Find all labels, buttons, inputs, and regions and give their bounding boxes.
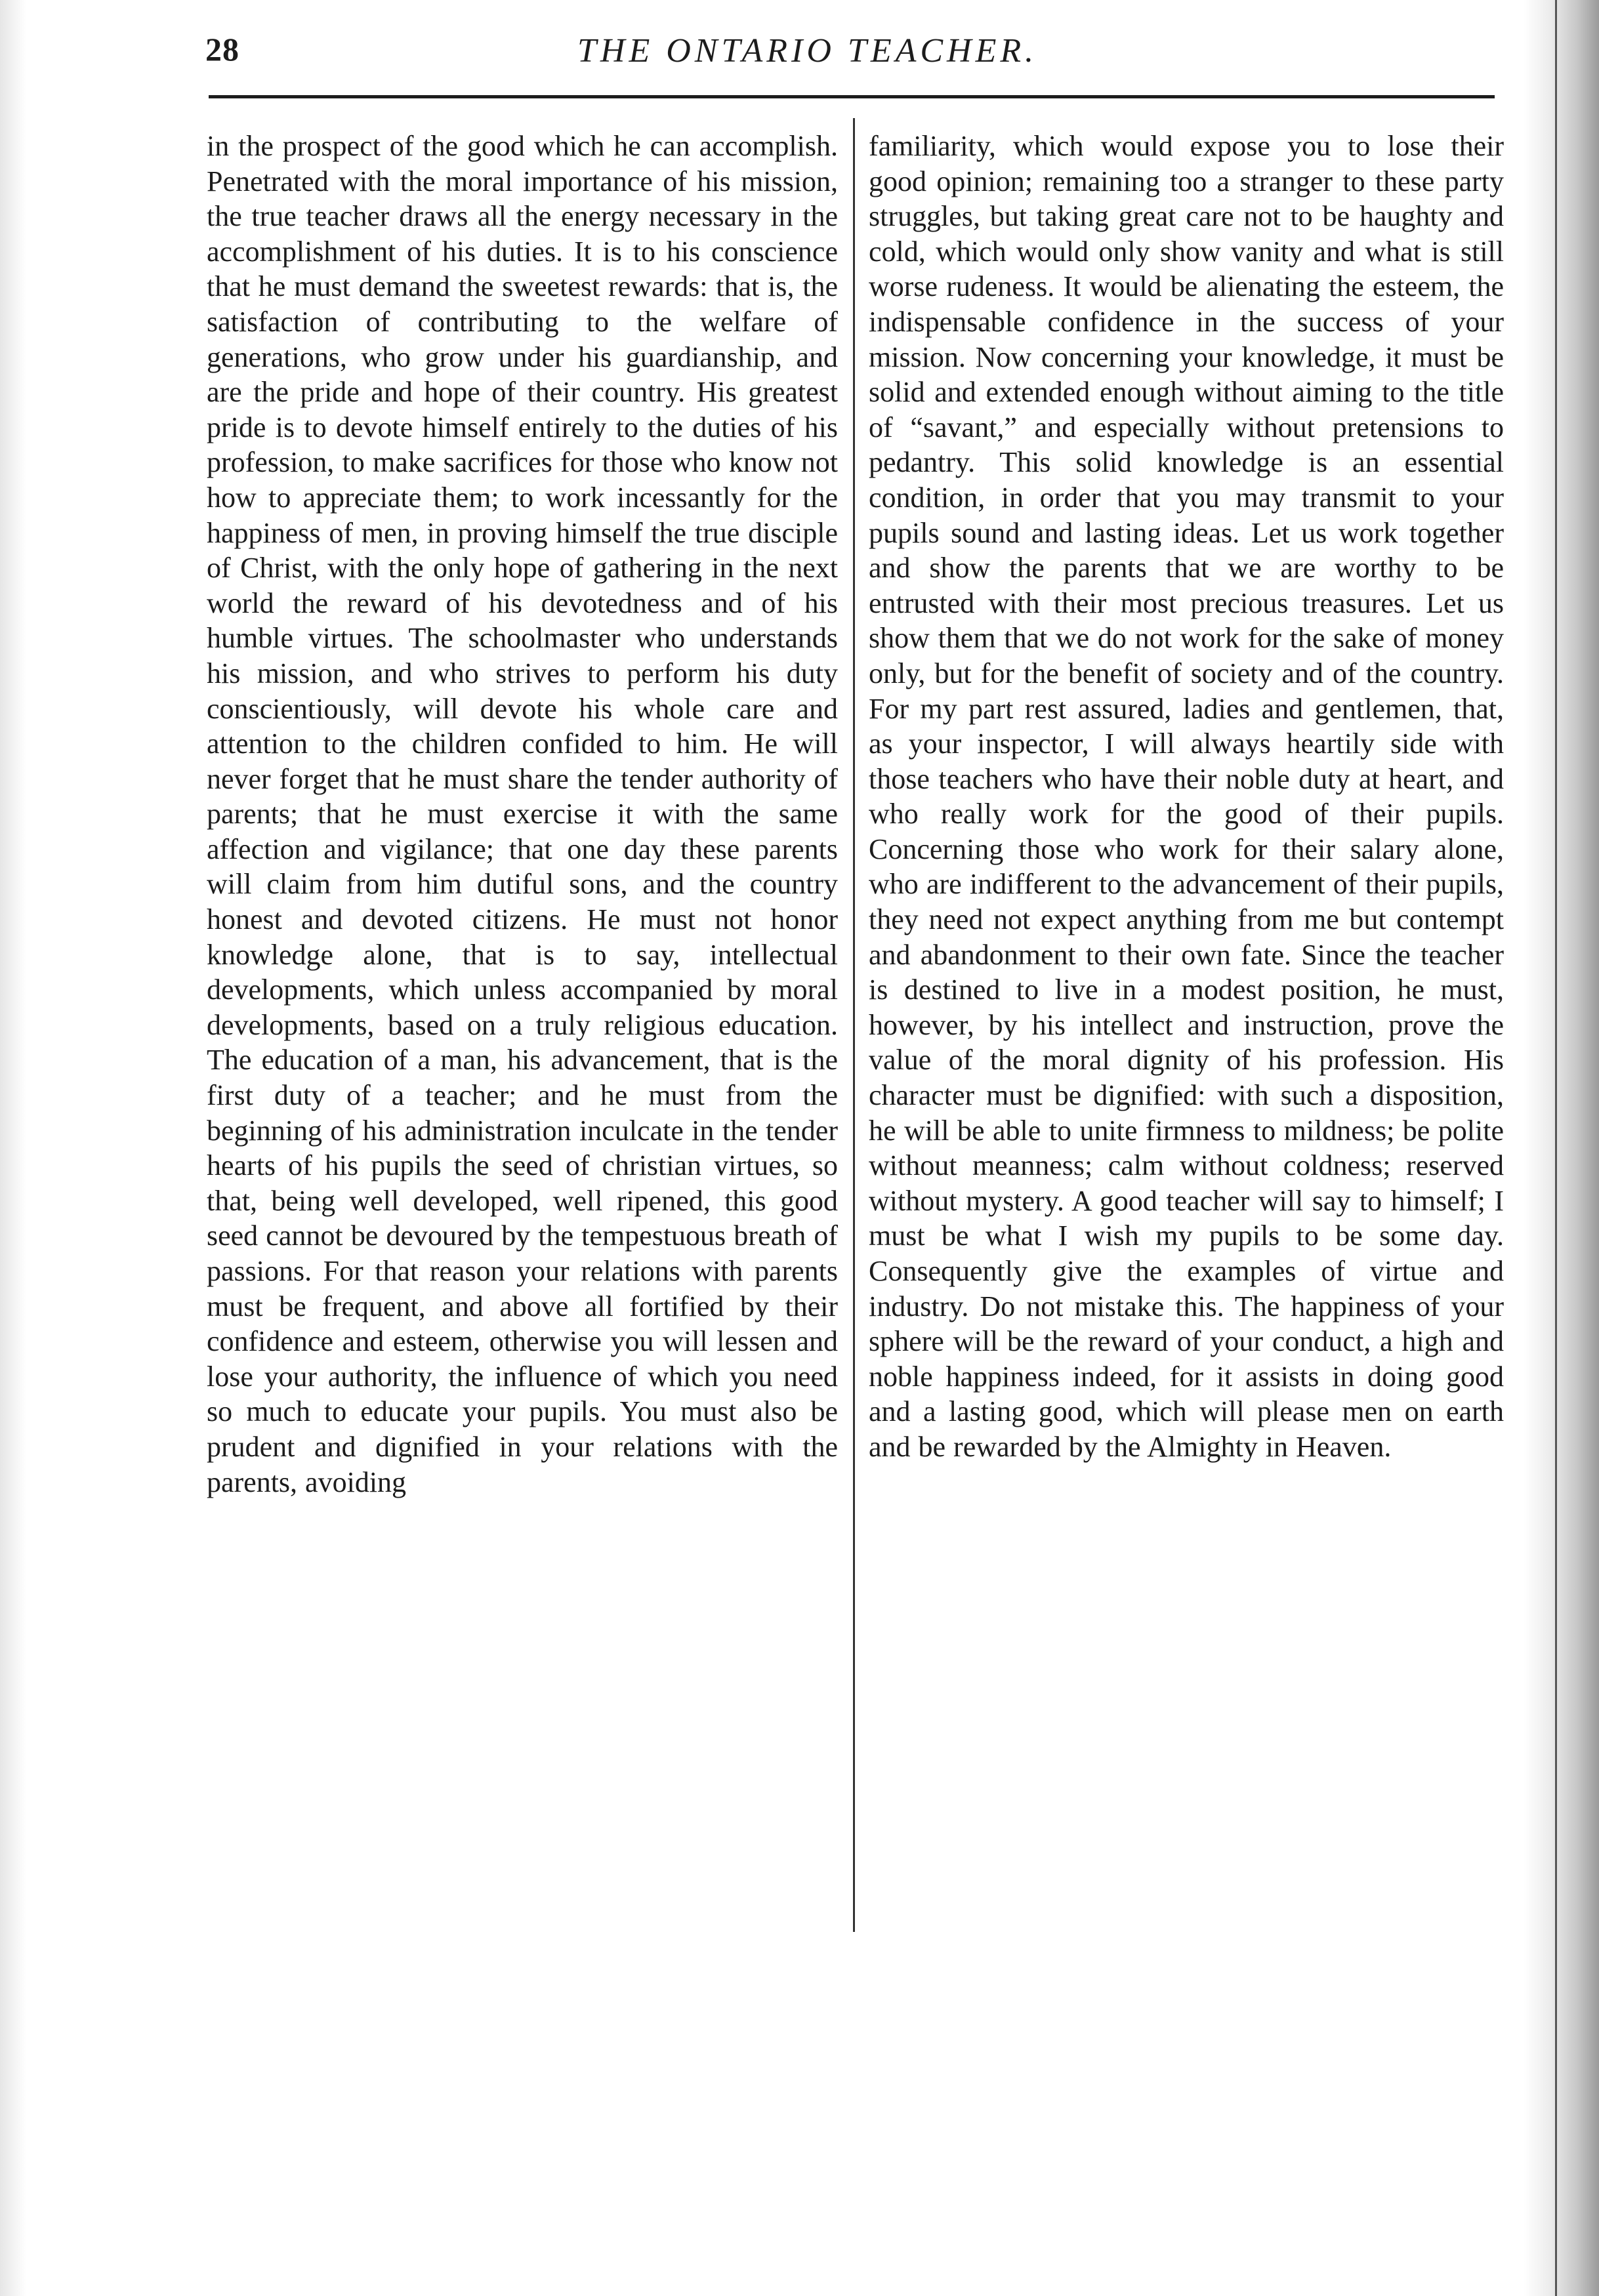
page-edge-line	[1555, 0, 1557, 2296]
running-title: THE ONTARIO TEACHER.	[577, 32, 1038, 70]
page-binding-edge	[1524, 0, 1599, 2296]
page-number: 28	[205, 31, 239, 68]
header-rule	[209, 95, 1495, 98]
right-column-text: familiarity, which would expose you to lose their good opinion; remaining too a stranger to these party struggles, but taking great care not to be haughty and cold, which would only show vanity and what is still worse rudeness. It would be alienating the esteem, the indispensable confidence in the success of your mission. Now concerning your knowledge, it must be solid and extended enough without aiming to the title of “savant,” and especially without pretensions to pedantry. This solid knowledge is an essential condition, in order that you may transmit to your pupils sound and lasting ideas. Let us work together and show the parents that we are worthy to be entrusted with their most precious treasures. Let us show them that we do not work for the sake of money only, but for the benefit of society and of the country. For my part rest assured, ladies and gentlemen, that, as your inspector, I will always heartily side with those teachers who have their noble duty at heart, and who really work for the good of their pupils. Concerning those who work for their salary alone, who are indifferent to the advancement of their pupils, they need not expect anything from me but contempt and abandonment to their own fate. Since the teacher is destined to live in a modest position, he must, however, by his intellect and instruction, prove the value of the moral dignity of his profession. His character must be dignified: with such a disposition, he will be able to unite firmness to mildness; be polite without meanness; calm without coldness; reserved without mystery. A good teacher will say to himself; I must be what I wish my pupils to be some day. Consequently give the examples of virtue and industry. Do not mistake this. The happiness of your sphere will be the reward of your conduct, a high and noble happiness indeed, for it assists in doing good and a lasting good, which will please men on earth and be rewarded by the Almighty in Heaven.	[869, 130, 1504, 1463]
page-left-edge	[0, 0, 26, 2296]
left-column-text: in the prospect of the good which he can accomplish. Penetrated with the moral importance of his mission, the true teacher draws all the energy necessary in the accomplishment of his duties. It is to his conscience that he must demand the sweetest rewards: that is, the satisfaction of contributing to the welfare of generations, who grow under his guardianship, and are the pride and hope of their country. His greatest pride is to devote himself entirely to the duties of his profession, to make sacrifices for those who know not how to appreciate them; to work incessantly for the happiness of men, in proving himself the true disciple of Christ, with the only hope of gathering in the next world the reward of his devotedness and of his humble virtues. The schoolmaster who understands his mission, and who strives to perform his duty conscientiously, will devote his whole care and attention to the children confided to him. He will never forget that he must share the tender authority of parents; that he must exercise it with the same affection and vigilance; that one day these parents will claim from him dutiful sons, and the country honest and devoted citizens. He must not honor knowledge alone, that is to say, intellectual developments, which unless accompanied by moral developments, based on a truly religious education. The education of a man, his advancement, that is the first duty of a teacher; and he must from the beginning of his administration inculcate in the tender hearts of his pupils the seed of christian virtues, so that, being well developed, well ripened, this good seed cannot be devoured by the tempestuous breath of passions. For that reason your relations with parents must be frequent, and above all fortified by their confidence and esteem, otherwise you will lessen and lose your authority, the influence of which you need so much to educate your pupils. You must also be prudent and dignified in your relations with the parents, avoiding	[207, 130, 838, 1498]
column-divider	[853, 118, 855, 1932]
